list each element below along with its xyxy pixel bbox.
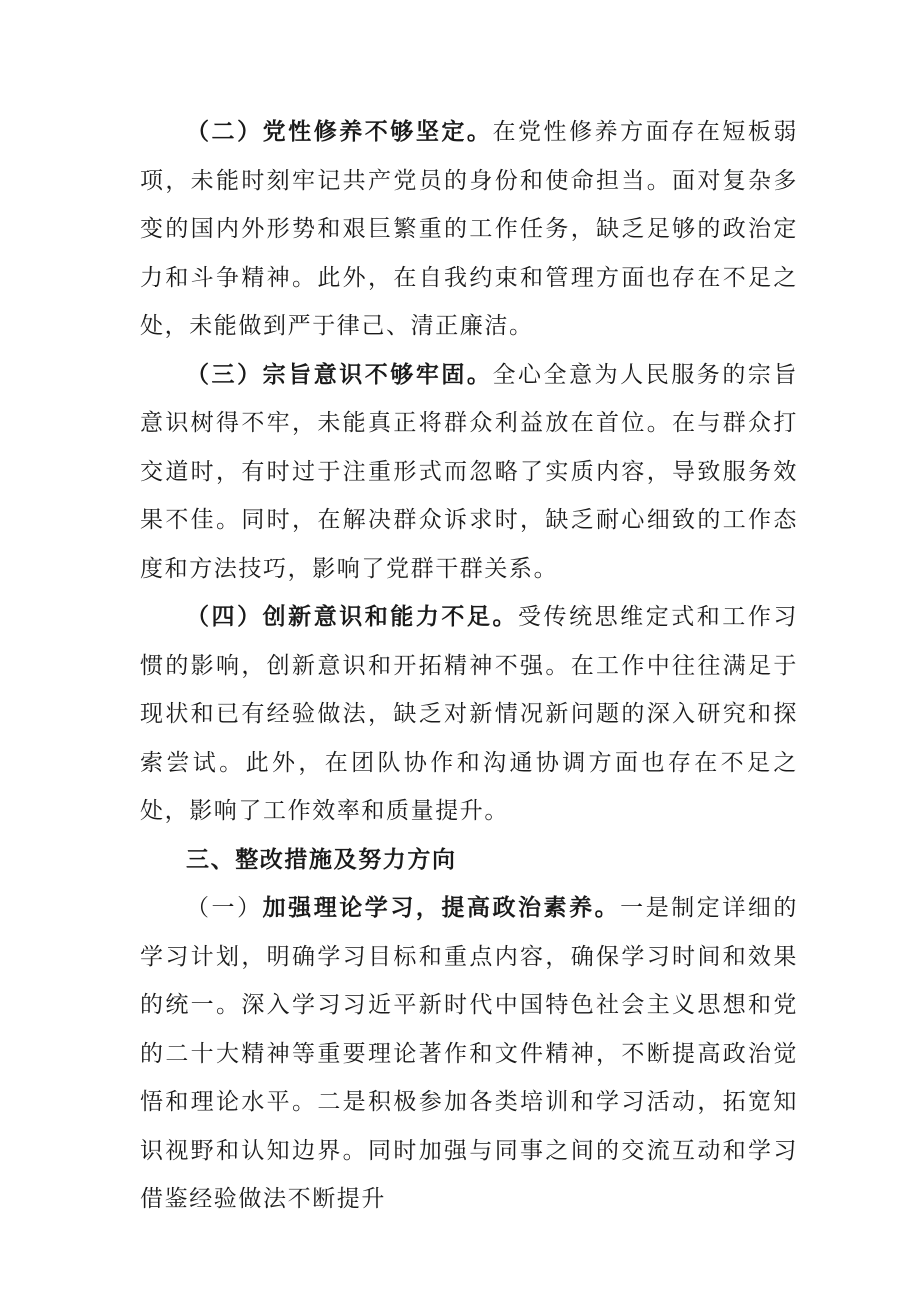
paragraph-body: 全心全意为人民服务的宗旨意识树得不牢，未能真正将群众利益放在首位。在与群众打交道时，有时过于注重形式而忽略了实质内容，导致服务效果不佳。同时，在解决群众诉求时，缺乏耐心细致的工作态度和方法技巧，影响了党群干群关系。 [140,361,798,582]
paragraph-heading: （四）创新意识和能力不足。 [186,604,518,630]
paragraph-prefix: （一） [186,895,263,921]
paragraph-theory-study [140,884,798,1224]
paragraph-heading: 加强理论学习，提高政治素养。 [262,895,621,921]
paragraph-heading: （三）宗旨意识不够牢固。 [186,361,493,388]
section-heading: 三、整改措施及努力方向 [186,846,457,873]
paragraph-party-spirit [140,108,798,351]
paragraph-body: 受传统思维定式和工作习惯的影响，创新意识和开拓精神不强。在工作中往往满足于现状和已有经验做法，缺乏对新情况新问题的深入研究和探索尝试。此外，在团队协作和沟通协调方面也存在不足之处，影响了工作效率和质量提升。 [140,604,798,824]
document-body [140,108,798,1224]
paragraph-innovation [140,593,798,836]
paragraph-heading: （二）党性修养不够坚定。 [186,119,493,145]
paragraph-body: 一是制定详细的学习计划，明确学习目标和重点内容，确保学习时间和效果的统一。深入学习习近平新时代中国特色社会主义思想和党的二十大精神等重要理论著作和文件精神，不断提高政治觉悟和理论水平。二是积极参加各类培训和学习活动，拓宽知识视野和认知边界。同时加强与同事之间的交流互动和学习借鉴经验做法不断提升 [140,895,799,1212]
paragraph-body: 在党性修养方面存在短板弱项，未能时刻牢记共产党员的身份和使命担当。面对复杂多变的国内外形势和艰巨繁重的工作任务，缺乏足够的政治定力和斗争精神。此外，在自我约束和管理方面也存在不足之处，未能做到严于律己、清正廉洁。 [140,119,798,339]
paragraph-purpose-awareness [140,351,798,594]
